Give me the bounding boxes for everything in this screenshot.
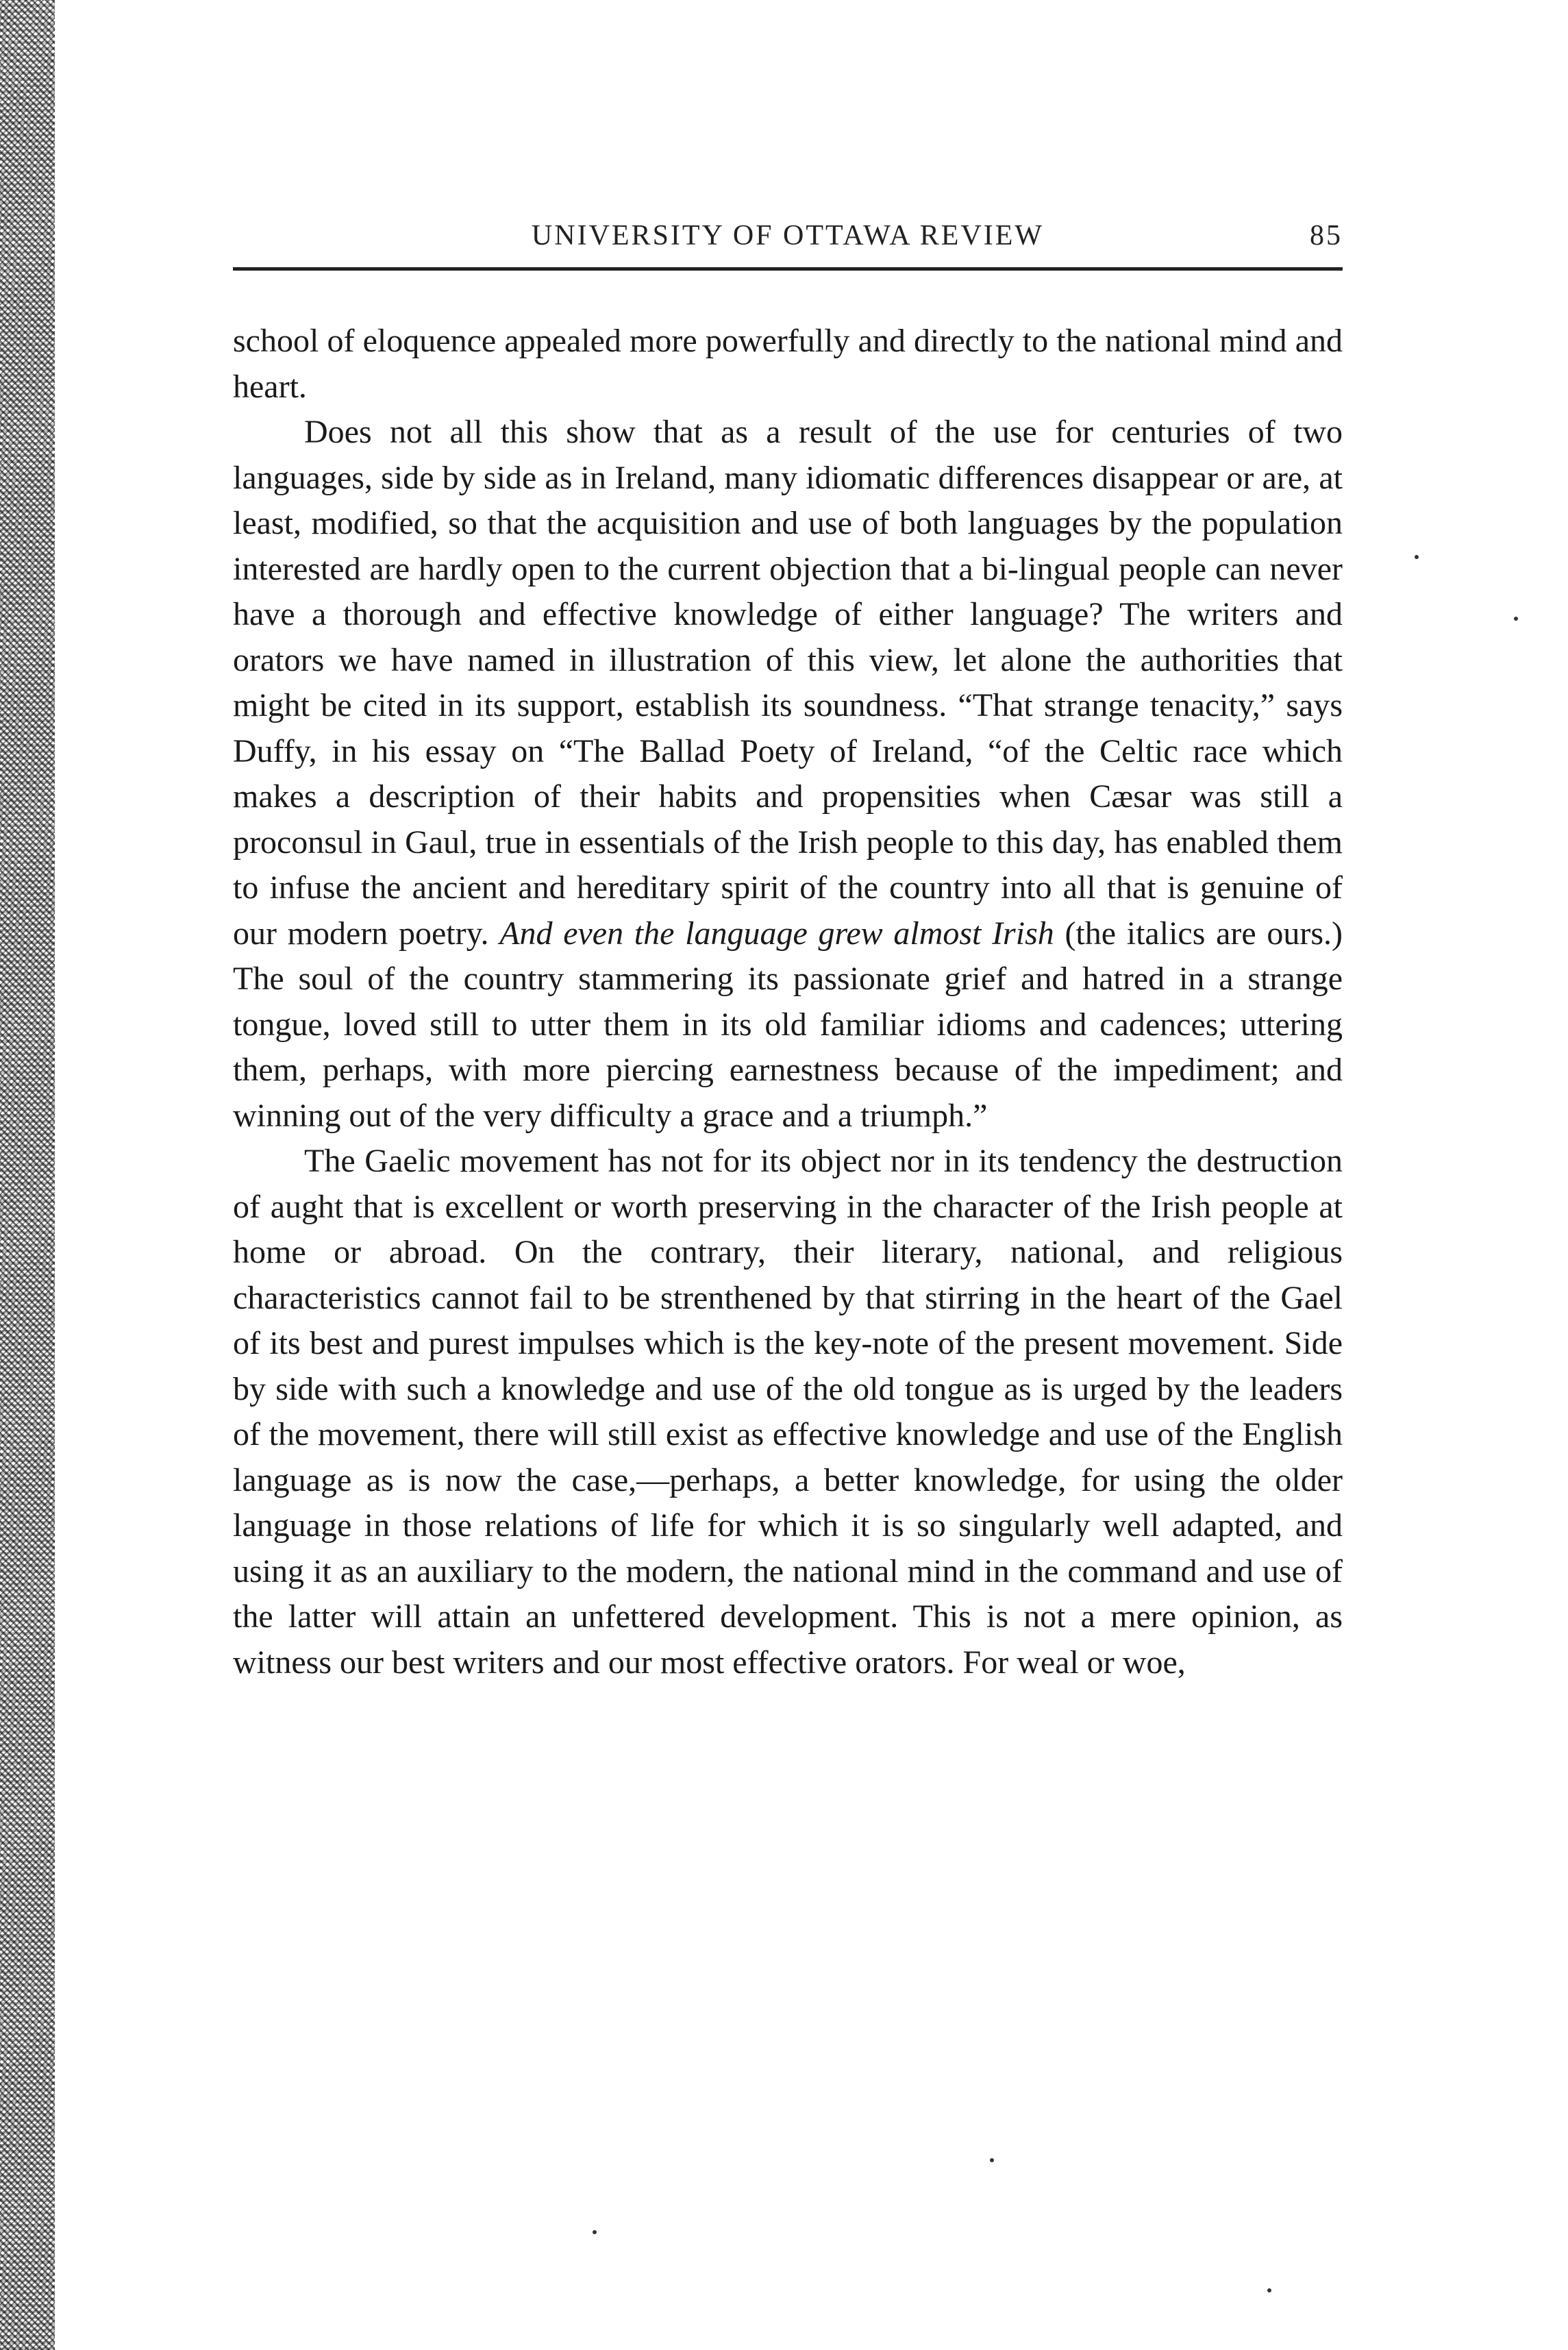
paragraph-3: The Gaelic movement has not for its object nor in its tendency the destruction of aught that is excellent or worth preserving in the character of the Irish people at home or abroad. On the contrary, their literary, national, and religious characteristics cannot fail to be strenthened by that stirring in the heart of the Gael of its best and purest impulses which is the key-note of the present movement. Side by side with such a knowledge and use of the old tongue as is urged by the leaders of the movement, there will still exist as effective knowledge and use of the English language as is now the case,—perhaps, a better knowledge, for using the older language in those relations of life for which it is so singularly well adapted, and using it as an auxiliary to the modern, the national mind in the command and use of the latter will attain an unfettered development. This is not a mere opinion, as witness our best writers and our most effective orators. For weal or woe, [233, 1143, 1343, 1681]
paragraph-2-part-a: Does not all this show that as a result of the use for centuries of two languages, side by side as in Ireland, many idiomatic differences disappear or are, at least, modified, so that the acquisition and use of both languages by the population interested are hardly open to the current objection that a bi-lingual people can never have a thorough and effective knowledge of either language? The writers and orators we have named in illustration of this view, let alone the authorities that might be cited in its support, establish its soundness. “That strange tenacity,” says Duffy, in his essay on “The Ballad Poety of Ireland, “of the Celtic race which makes a description of their habits and propensities when Cæsar was still a proconsul in Gaul, true in essentials of the Irish people to this day, has enabled them to infuse the ancient and hereditary spirit of the country into all that is genuine of our modern poetry. [233, 414, 1343, 952]
scan-speck [593, 2230, 597, 2234]
scan-speck [1514, 617, 1518, 621]
paragraph-2 [233, 410, 1343, 1139]
scan-speck [1415, 555, 1419, 559]
paragraph-1: school of eloquence appealed more powerfully and directly to the national mind and heart. [233, 323, 1343, 405]
header-rule [233, 267, 1343, 271]
scan-speck [1267, 2288, 1271, 2292]
page [233, 206, 1343, 1685]
running-title: UNIVERSITY OF OTTAWA REVIEW [531, 220, 1045, 251]
scan-speck [990, 2158, 994, 2162]
running-head [233, 206, 1343, 260]
italic-quote: And even the language grew almost Irish [499, 915, 1054, 952]
paragraph-2-part-b: (the italics are ours.) The soul of the country stammering its passionate grief and hatred in a strange tongue, loved still to utter them in its old familiar idioms and cadences; uttering them, perhaps, with more piercing earnestness because of the impediment; and winning out of the very difficulty a grace and a triumph.” [233, 915, 1343, 1134]
body-text [233, 319, 1343, 1685]
page-number: 85 [1310, 220, 1343, 251]
binding-edge [0, 0, 55, 2350]
